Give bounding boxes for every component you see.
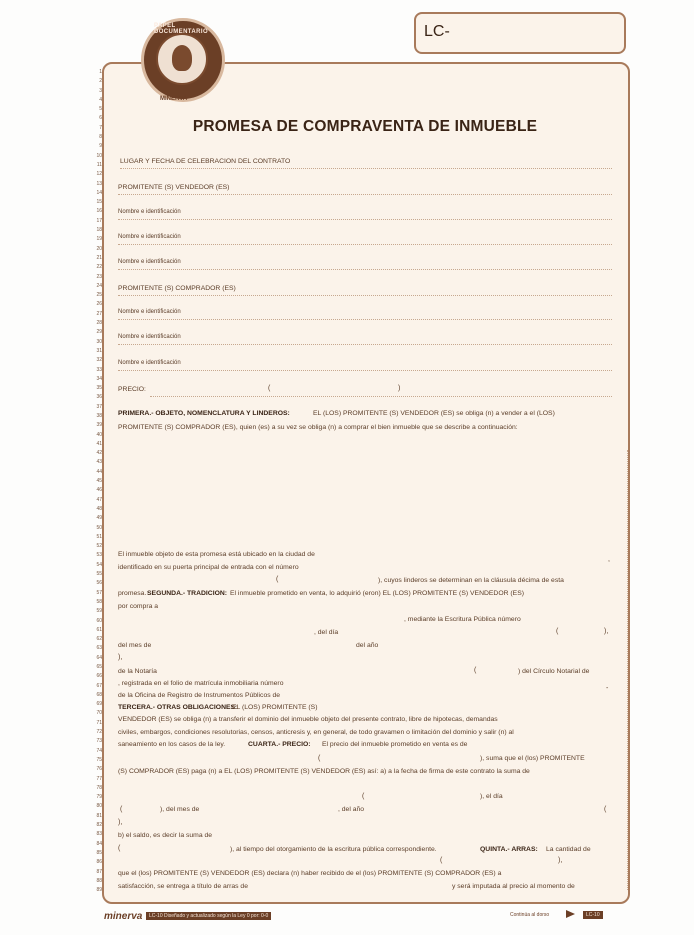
- price-label: PRECIO:: [118, 386, 146, 393]
- minerva-head-icon: [172, 45, 192, 71]
- tercera-line-1: EL (LOS) PROMITENTE (S): [232, 704, 318, 711]
- dash-mark: -: [606, 685, 609, 692]
- p-a7a: , del día: [314, 629, 339, 636]
- p-a6: , mediante la Escritura Pública número: [404, 616, 521, 623]
- paren-open: (: [268, 385, 271, 392]
- rule: [118, 319, 612, 320]
- rule: [118, 219, 612, 220]
- paren-open: (: [362, 793, 365, 800]
- tercera-line-4a: saneamiento en los casos de la ley.: [118, 741, 226, 748]
- seal-inner: [156, 33, 208, 85]
- clause-quinta-heading: QUINTA.- ARRAS:: [480, 846, 538, 853]
- seller-name-3[interactable]: Nombre e identificación: [118, 259, 181, 265]
- cuarta-line-6: b) el saldo, es decir la suma de: [118, 832, 213, 839]
- paren-close: ): [398, 385, 401, 392]
- place-date-label: LUGAR Y FECHA DE CELEBRACION DEL CONTRATO: [120, 158, 291, 165]
- document-title: PROMESA DE COMPRAVENTA DE INMUEBLE: [192, 118, 538, 135]
- clause-segunda-heading: SEGUNDA.- TRADICION:: [147, 590, 228, 597]
- quinta-line-3: satisfacción, se entrega a título de arras de: [118, 883, 248, 890]
- p-a12: de la Oficina de Registro de Instrumentos Públicos de: [118, 692, 281, 699]
- paren-open: (: [556, 628, 559, 635]
- paren-close: ),: [604, 628, 609, 635]
- right-ruler: [627, 450, 631, 890]
- p-a5: por compra a: [118, 603, 159, 610]
- sellers-label: PROMITENTE (S) VENDEDOR (ES): [118, 184, 230, 191]
- cuarta-line-4b: , del año: [338, 806, 365, 813]
- clause-primera-heading: PRIMERA.- OBJETO, NOMENCLATURA Y LINDEROS:: [118, 410, 290, 417]
- cuarta-line-3: ), el día: [480, 793, 503, 800]
- lc-number-box[interactable]: [414, 12, 626, 54]
- paren-close: ),: [118, 654, 123, 661]
- footer-badge: LC-10: [583, 911, 603, 919]
- p-a4a: promesa.: [118, 590, 147, 597]
- clause-primera-line-2: PROMITENTE (S) COMPRADOR (ES), quien (es) a su vez se obliga (n) a comprar el bien inmueble que se describe a continuación:: [118, 424, 518, 431]
- cuarta-line-7: ), al tiempo del otorgamiento de la escritura pública correspondiente.: [230, 846, 437, 853]
- rule: [118, 370, 612, 371]
- rule: [118, 269, 612, 270]
- rule: [118, 244, 612, 245]
- p-a10: de la Notaría: [118, 668, 157, 675]
- clause-cuarta-heading: CUARTA.- PRECIO:: [248, 741, 311, 748]
- quinta-line-2: que el (los) PROMITENTE (S) VENDEDOR (ES) declara (n) haber recibido de el (los) PROMITENTE (S) COMPRADOR (ES) a: [118, 870, 502, 877]
- paren-open: (: [276, 576, 279, 583]
- tercera-line-4b: El precio del inmueble prometido en venta es de: [322, 741, 468, 748]
- p-a8a: del mes de: [118, 642, 152, 649]
- cuarta-line-4a: ), del mes de: [160, 806, 200, 813]
- lc-label: LC-: [424, 23, 450, 40]
- p-a1: El inmueble objeto de esta promesa está ubicado en la ciudad de: [118, 551, 315, 558]
- p-a2: identificado en su puerta principal de entrada con el número: [118, 564, 299, 571]
- buyer-name-2[interactable]: Nombre e identificación: [118, 334, 181, 340]
- minerva-seal-logo: [141, 18, 225, 102]
- paren-open: (: [474, 667, 477, 674]
- buyer-name-3[interactable]: Nombre e identificación: [118, 360, 181, 366]
- paren-close: ),: [118, 819, 123, 826]
- rule: [120, 168, 612, 169]
- clause-primera-line-1: EL (LOS) PROMITENTE (S) VENDEDOR (ES) se obliga (n) a vender a el (LOS): [313, 410, 555, 417]
- arrow-right-icon: [566, 910, 575, 918]
- cuarta-line-1: ), suma que el (los) PROMITENTE: [480, 755, 585, 762]
- paren-open: (: [118, 845, 121, 852]
- paren-open: (: [120, 806, 123, 813]
- paren-open: (: [318, 755, 321, 762]
- p-a11: , registrada en el folio de matrícula inmobiliaria número: [118, 680, 284, 687]
- footer-tag: LC-10 Diseñado y actualizado según la Ley 0 por: 0-0: [146, 912, 271, 920]
- clause-tercera-heading: TERCERA.- OTRAS OBLIGACIONES:: [118, 704, 238, 711]
- buyer-name-1[interactable]: Nombre e identificación: [118, 309, 181, 315]
- comma-mark: ,: [608, 556, 610, 563]
- rule: [150, 396, 612, 397]
- quinta-line-1: La cantidad de: [546, 846, 591, 853]
- paren-open: (: [604, 806, 607, 813]
- quinta-line-3b: y será imputada al precio al momento de: [452, 883, 575, 890]
- footer-continue-text: Continúa al dorso: [510, 912, 550, 918]
- paren-open: (: [440, 857, 443, 864]
- buyers-label: PROMITENTE (S) COMPRADOR (ES): [118, 285, 236, 292]
- cuarta-line-2: (S) COMPRADOR (ES) paga (n) a EL (LOS) PROMITENTE (S) VENDEDOR (ES) así: a) a la fecha de firma de este contrato la suma de: [118, 768, 530, 775]
- p-a10b: ) del Círculo Notarial de: [518, 668, 590, 675]
- tercera-line-3: civiles, embargos, condiciones resolutorias, censos, anticresis y, en general, de todo gravamen o limitación del dominio y salir (n) al: [118, 729, 514, 736]
- p-a8b: del año: [356, 642, 379, 649]
- rule: [118, 295, 612, 296]
- seller-name-1[interactable]: Nombre e identificación: [118, 209, 181, 215]
- seal-top-text: PAPEL DOCUMENTARIO: [154, 23, 209, 35]
- rule: [118, 194, 612, 195]
- line-numbers: 1 2 3 4 5 6 7 8 9 10 11 12 13 14 15 16 17 18 19 20 21 22 23 24 25 26 27 28 29 30 31 32 33 34 35 36 37 38 39 40 41 42 43 44 45 46 47 48 49 50 51 52 53 54 55 56 57 58 59 60 61 62 63 64 65 66 67 68 69 70 71 72 73 74 75 76 77 78 79 80 81 82 83 84 85 86 87 88 89: [96, 69, 102, 894]
- p-a3: ), cuyos linderos se determinan en la cláusula décima de esta: [378, 577, 564, 584]
- seller-name-2[interactable]: Nombre e identificación: [118, 234, 181, 240]
- p-a4c: El inmueble prometido en venta, lo adquirió (eron) EL (LOS) PROMITENTE (S) VENDEDOR (ES): [230, 590, 525, 597]
- rule: [118, 344, 612, 345]
- tercera-line-2: VENDEDOR (ES) se obliga (n) a transferir el dominio del inmueble objeto del presente contrato, libre de hipotecas, demandas: [118, 716, 498, 723]
- seal-bottom-text: MINERVA: [160, 96, 188, 102]
- footer-brand-logo: minerva: [104, 911, 143, 922]
- paren-close: ),: [558, 857, 563, 864]
